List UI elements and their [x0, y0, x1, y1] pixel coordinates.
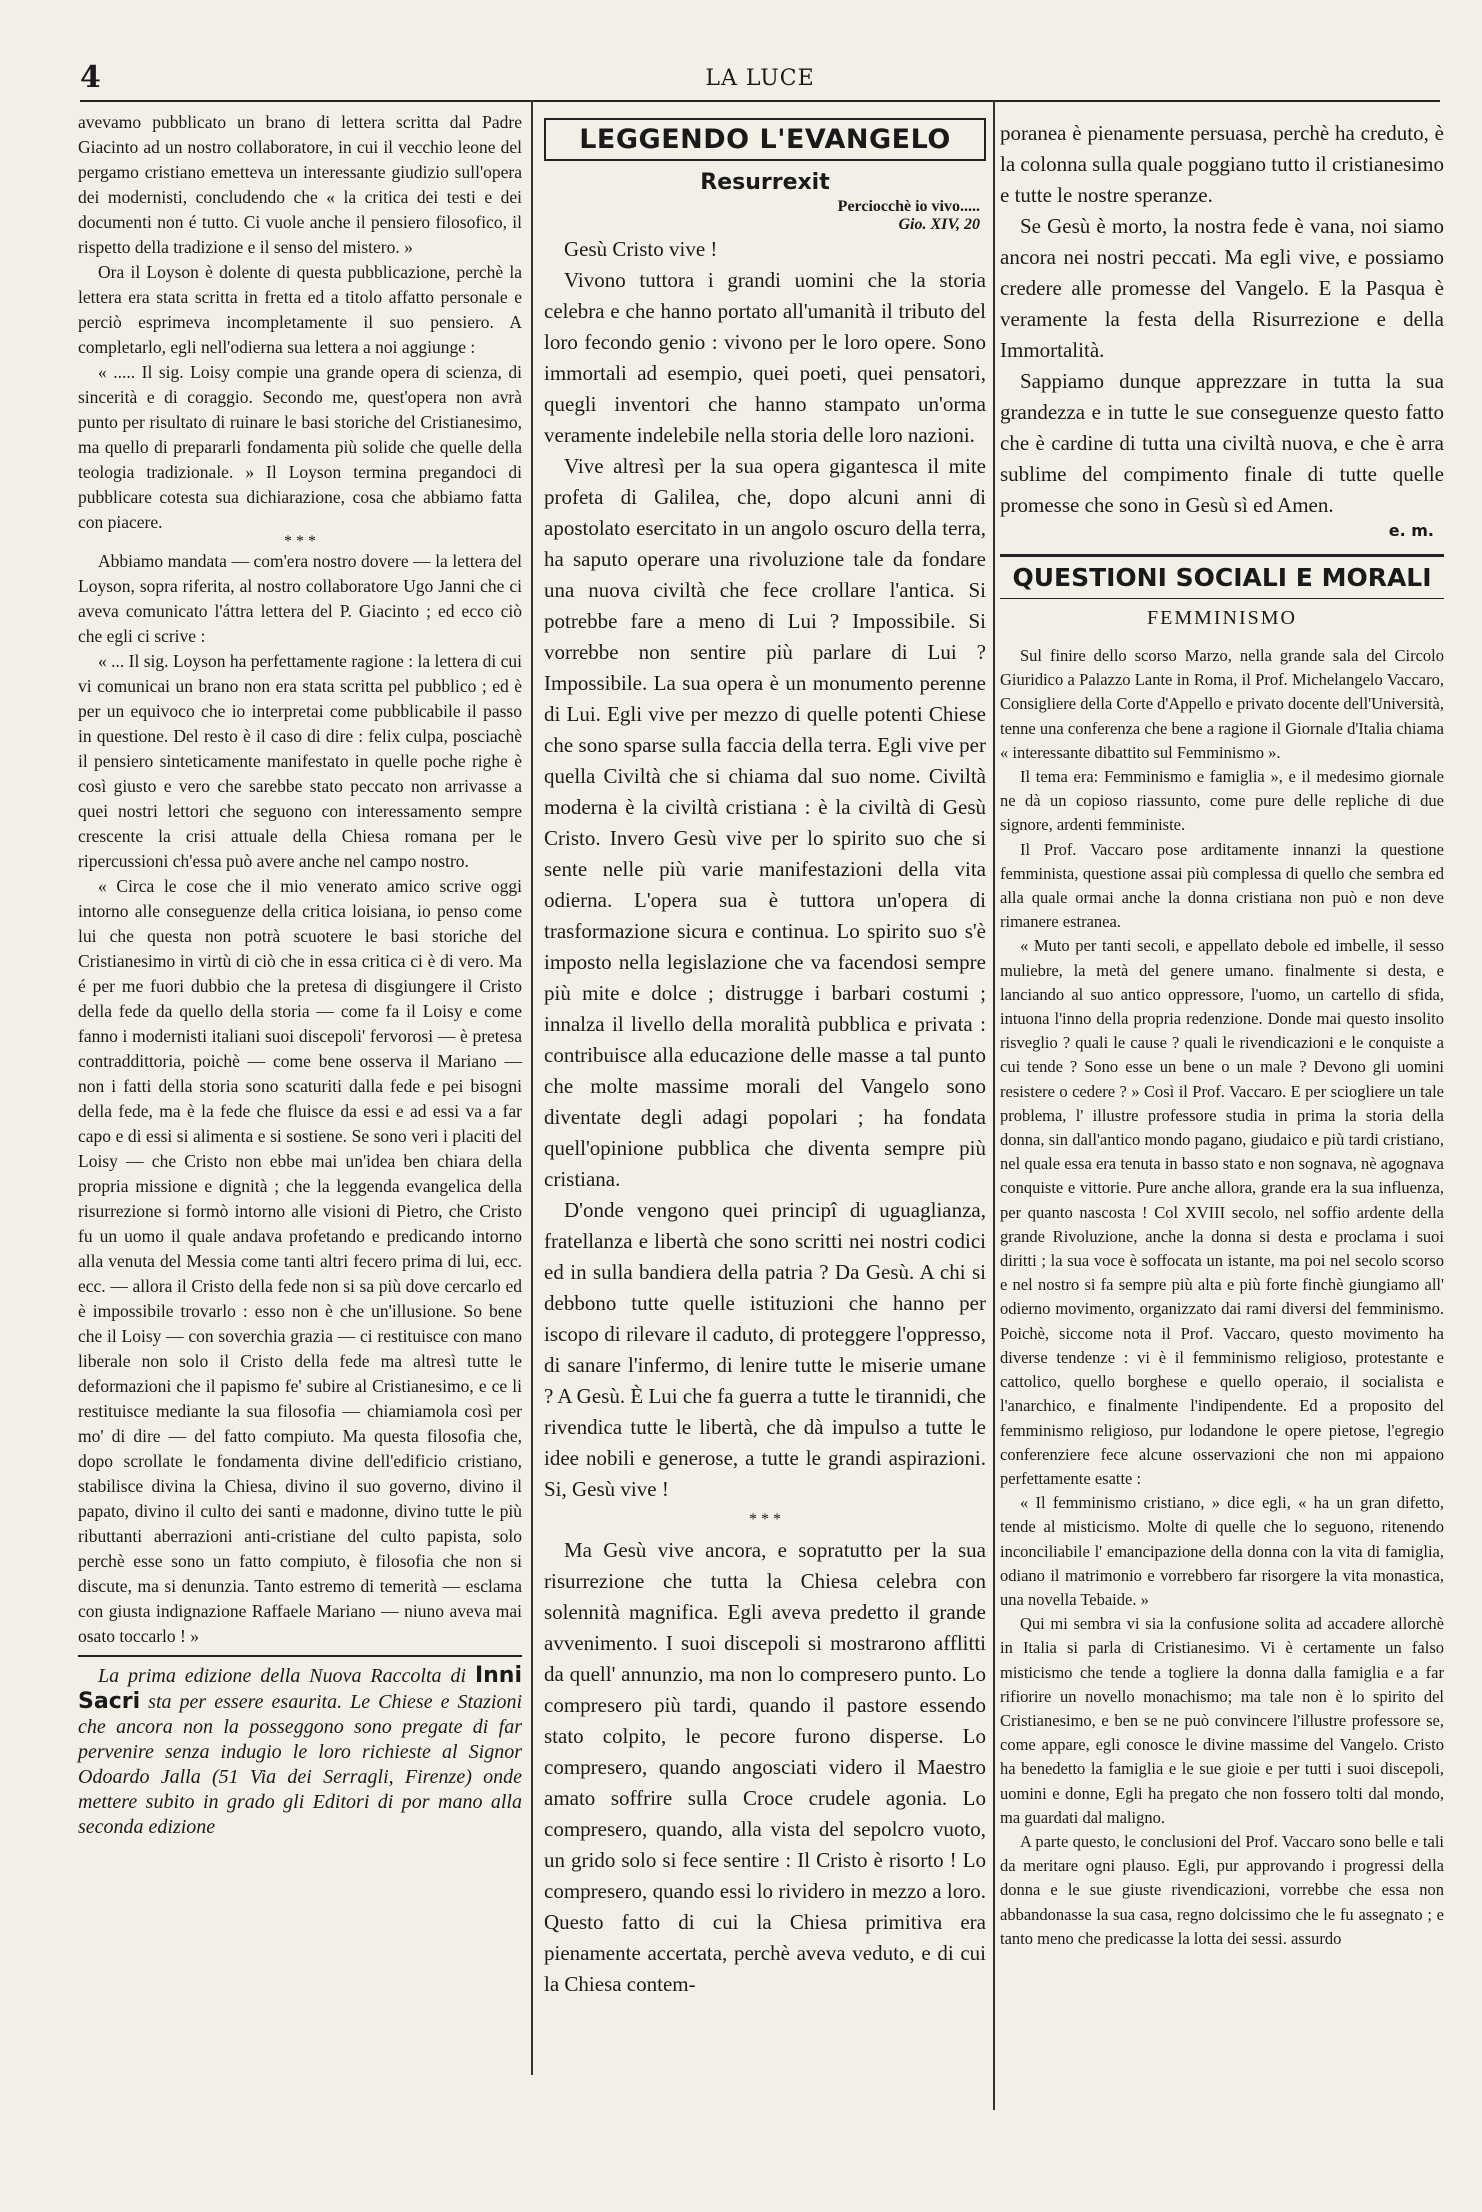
c3-paragraph: Se Gesù è morto, la nostra fede è vana, noi siamo ancora nei nostri peccati. Ma egli vive, e possiamo credere alle promesse del Vangelo. E la Pasqua è veramente la festa della Risurrezione e della Immortalità.: [1000, 214, 1444, 362]
article-title: FEMMINISMO: [1146, 607, 1298, 629]
c3-paragraph: A parte questo, le conclusioni del Prof. Vaccaro sono belle e tali da meritare ogni plauso. Egli, pur approvando i progressi della donna e le sue giuste rivendicazioni, vorrebbe che essa non abbandonasse la sua casa, regno dolcissimo che le fu assegnato ; e tanto meno che predicasse la lotta dei sessi. assurdo: [1000, 1831, 1444, 1948]
c2-paragraph: Vivono tuttora i grandi uomini che la storia celebra e che hanno portato all'umanità il tributo del loro fecondo genio : vivono per le loro opere. Sono immortali ad esempio, quei poeti, quei pensatori, quegli inventori che hanno stampato un'orma veramente indelebile nella storia delle loro nazioni.: [544, 268, 986, 447]
column-divider-1: [531, 100, 533, 2075]
section-heading: QUESTIONI SOCIALI E MORALI: [1000, 554, 1444, 599]
notice-box: [78, 1655, 522, 1840]
epigraph: [544, 198, 986, 234]
header-rule: [80, 100, 1440, 102]
page-header: [80, 60, 1440, 100]
section-heading: LEGGENDO L'EVANGELO: [544, 118, 986, 161]
c3-paragraph: Qui mi sembra vi sia la confusione solita ad accadere allorchè in Italia si parla di Cristianesimo. Vi è certamente un falso misticismo che tende a togliere la donna dalla famiglia e a far rifiorire un novello monachismo; ma tale non è lo spirito del Cristianesimo, e ben se ne può convincere l'illustre professore se, come appare, egli conosce le divine massime del Vangelo. Cristo ha benedetto la famiglia e le sue gioie e per tutti i suoi discepoli, uomini e donne, Egli ha pregato che non fossero tolti dal mondo, ma guardati dal maligno.: [1000, 1614, 1444, 1827]
article-continuation: [1000, 118, 1444, 521]
column-divider-2: [993, 100, 995, 2110]
c2-paragraph: Gesù Cristo vive !: [564, 237, 718, 261]
c3-paragraph: Sappiamo dunque apprezzare in tutta la sua grandezza e in tutte le sue conseguenze questo fatto che è cardine di tutta una civiltà nuova, e che è arra sublime del compimento finale di tutte quelle promesse che sono in Gesù sì ed Amen.: [1000, 369, 1444, 517]
notice-text-2: sta per essere esaurita. Le Chiese e Stazioni che ancora non la posseggono sono pregate di far pervenire senza indugio le loro richieste al Signor Odoardo Jalla (51 Via dei Serragli, Firenze) onde mettere subito in grado gli Editori di por mano alla seconda edizione: [78, 1691, 523, 1838]
author-signature: e. m.: [1388, 521, 1434, 540]
column-3: [1000, 118, 1444, 1951]
c1-paragraph: « ..... Il sig. Loisy compie una grande opera di scienza, di sincerità e di coraggio. Secondo me, quest'opera non avrà punto per risultato di ruinare le basi storiche del Cristianesimo, ma quello di prepararli fondamenta più solide che quelle della teologia tradizionale. » Il Loyson termina pregandoci di pubblicare cotesta sua dichiarazione, cosa che abbiamo fatta con piacere.: [78, 362, 522, 532]
newspaper-title: LA LUCE: [705, 66, 815, 91]
page-number: 4: [80, 60, 101, 95]
c3-paragraph: poranea è pienamente persuasa, perchè ha creduto, è la colonna sulla quale poggiano tutto il cristianesimo e tutte le nostre speranze.: [1000, 121, 1444, 207]
notice-text: La prima edizione della Nuova Raccolta di: [98, 1665, 467, 1687]
c1-paragraph: « Circa le cose che il mio venerato amico scrive oggi intorno alle conseguenze della critica loisiana, io penso come lui che questa non potrà scuotere le basi storiche del Cristianesimo in virtù di ciò che in essa critica ci è di vero. Ma é per me fuori dubbio che la pretesa di disgiungere il Cristo della fede da quello della storia — come fa il Loisy e come fanno i modernisti italiani suoi discepoli' fervorosi — è pretesa contraddittoria, poichè — come bene osserva il Mariano — non i fatti della storia sono scaturiti dalla fede e pei bisogni della fede, ma è la fede che fluisce da essi e ad essi va a far capo e di essi si alimenta e si sostiene. Se sono veri i placiti del Loisy — che Cristo non ebbe mai un'idea ben chiara della propria missione e dignità ; che la leggenda evangelica della risurrezione si formò intorno alle visioni di Pietro, che Cristo fu un uomo il quale andava profetando e predicando intorno alla venuta del Messia come tanti altri fecero prima di lui, ecc. ecc. — allora il Cristo della fede non si sa più dove cercarlo ed è impossibile trovarlo : esso non è che un'illusione. So bene che il Loisy — con soverchia grazia — ci restituisce con mano liberale non solo il Cristo della fede ma altresì tutte le deformazioni che il papismo fe' subire al Cristianesimo, e ce li restituisce mediante la sua filosofia — chiamiamola così per mo' di dire — del fatto compiuto. Ma questa filosofia che, dopo scrollate le fondamenta divine dell'edificio cristiano, stabilisce divina la Chiesa, divino il suo governo, divino il papato, divino il culto dei santi e madonne, divino tutte le più ributtanti aberrazioni anti-cristiane del culto papista, solo perchè esse sono un fatto compiuto, è filosofia che non si discute, ma si denunzia. Tanto estremo di temerità — esclama con giusta indignazione Raffaele Mariano — niuno aveva mai osato toccarlo ! »: [78, 876, 522, 1646]
section-separator: * * *: [749, 1511, 781, 1528]
column-2: [544, 118, 986, 2000]
c2-paragraph: D'onde vengono quei principî di uguaglianza, fratellanza e libertà che sono scritti nei nostri codici ed in sulla bandiera della patria ? Da Gesù. A chi si debbono tutte quelle istituzioni che hanno per iscopo di rilevare il caduto, di proteggere l'oppresso, di sanare l'infermo, di lenire tutte le miserie umane ? A Gesù. È Lui che fa guerra a tutte le tirannidi, che rivendica tutte le libertà, che dà impulso a tutte le idee nobili e generose, a tutte le grandi aspirazioni. Si, Gesù vive !: [544, 1198, 986, 1501]
epigraph-reference: Gio. XIV, 20: [898, 216, 980, 233]
c1-paragraph: Abbiamo mandata — com'era nostro dovere — la lettera del Loyson, sopra riferita, al nostro collaboratore Ugo Janni che ci aveva comunicato l'áttra lettera del P. Giacinto ; ed ecco ciò che egli ci scrive :: [78, 551, 522, 646]
c3-paragraph: « Il femminismo cristiano, » dice egli, « ha un gran difetto, tende al misticismo. Molte di quelle che lo seguono, ritenendo inconciliabile l' emancipazione della donna con la vita di famiglia, odiano il matrimonio e vorrebbero far risorgere la vita monastica, una novella Tebaide. »: [1000, 1493, 1444, 1609]
c2-paragraph: Ma Gesù vive ancora, e sopratutto per la sua risurrezione che tutta la Chiesa celebra con solennità magnifica. Egli aveva predetto il grande avvenimento. I suoi discepoli si mostrarono afflitti da quell' annunzio, ma non lo compresero punto. Lo compresero più tardi, quando il pastore essendo stato colpito, le pecore furono disperse. Lo compresero, quando angosciati videro il Maestro amato soffrire sulla Croce crudele agonia. Lo compresero, quando, alla vista del sepolcro vuoto, un grido solo si fece sentire : Il Cristo è risorto ! Lo compresero, quando essi lo rividero in mezzo a loro. Questo fatto di cui la Chiesa primitiva era pienamente accertata, perchè aveva veduto, e di cui la Chiesa contem-: [544, 1538, 986, 1996]
section-separator: * * *: [284, 533, 316, 550]
article-body: [1000, 644, 1444, 1951]
article-title: Resurrexit: [700, 170, 830, 195]
epigraph-text: Perciocchè io vivo.....: [837, 198, 980, 215]
notice-highlight: Inni Sacri: [78, 1663, 523, 1714]
c3-paragraph: Sul finire dello scorso Marzo, nella grande sala del Circolo Giuridico a Palazzo Lante in Roma, il Prof. Michelangelo Vaccaro, Consigliere della Corte d'Appello e privato docente dell'Università, tenne una conferenza che bene a ragione il Giornale d'Italia chiama « interessante dibattito sul Femminismo ».: [1000, 646, 1444, 762]
c1-paragraph: avevamo pubblicato un brano di lettera scritta dal Padre Giacinto ad un nostro collaboratore, in cui il vecchio leone del pergamo cristiano emetteva un interessante giudizio sull'opera dei modernisti, concludendo che « la critica dei testi e dei documenti non é tutto. Ci vuole anche il pensiero filosofico, il rispetto della tradizione e il senso del mistero. »: [78, 112, 522, 257]
column-1: [78, 110, 522, 1840]
c1-paragraph: Ora il Loyson è dolente di questa pubblicazione, perchè la lettera era stata scritta in fretta ed a titolo affatto personale e perciò esprimeva incompletamente il suo pensiero. A completarlo, egli nell'odierna sua lettera a noi aggiunge :: [78, 262, 522, 357]
c3-paragraph: « Muto per tanti secoli, e appellato debole ed imbelle, il sesso muliebre, la metà del genere umano. finalmente si desta, e lanciando al suo antico oppressore, l'uomo, un cartello di sfida, intuona l'inno della propria redenzione. Donde mai questo insolito risveglio ? quali le cause ? quali le rivendicazioni e le conquiste a cui tende ? Sono esse un bene o un male ? Devono gli uomini resistere o cedere ? » Così il Prof. Vaccaro. E per sciogliere un tale problema, l' illustre professore studia in prima la storia della donna, sin dall'antico mondo pagano, giudaico e più tardi cristiano, nel quale essa era tenuta in basso stato e non sognava, nè agognava conquiste e vittorie. Pure anche allora, grande era la sua influenza, per quanto nascosta ! Col XVIII secolo, nel soffio ardente della grande Rivoluzione, anche la donna si desta e proclama i suoi diritti ; la sua voce è soffocata un istante, ma poi nel secolo scorso e nel nostro si fa sempre più alta e più forte finchè giungiamo all' odierno movimento, organizzato dai rami diversi del femminismo. Poichè, siccome nota il Prof. Vaccaro, questo movimento ha diverse tendenze : vi è il femminismo religioso, protestante e cattolico, quello borghese e quello operaio, il socialista e l'anarchico, e finalmente l'indipendente. Ed a proposito del femminismo religioso, pur lodandone le opere pietose, l'egregio conferenziere fece alcune osservazioni che non mi appaiono perfettamente esatte :: [1000, 936, 1444, 1488]
c3-paragraph: Il Prof. Vaccaro pose arditamente innanzi la questione femminista, questione assai più complessa di quello che sembra ed alla quale ormai anche la donna cristiana non può e non deve rimanere estranea.: [1000, 839, 1444, 932]
c3-paragraph: Il tema era: Femminismo e famiglia », e il medesimo giornale ne dà un copioso riassunto, come pure delle repliche di due signore, ardenti femministe.: [1000, 767, 1444, 835]
c2-paragraph: Vive altresì per la sua opera gigantesca il mite profeta di Galilea, che, dopo alcuni anni di apostolato esercitato in un angolo oscuro della terra, ha saputo operare una rivoluzione tale da fondare una nuova civiltà che fece crollare l'antica. Si potrebbe fare a meno di Lui ? Impossibile. Si vorrebbe non sentire più parlare di Lui ? Impossibile. La sua opera è un monumento perenne di Lui. Egli vive per mezzo di quelle potenti Chiese che sono sparse sulla faccia della terra. Egli vive per quella Civiltà che si chiama dal suo nome. Civiltà moderna è la civiltà cristiana : è la civiltà di Gesù Cristo. Invero Gesù vive per lo spirito suo che si sente nelle più varie manifestazioni della vita odierna. L'opera sua è tuttora un'opera di trasformazione sicura e continua. Lo spirito suo s'è imposto nella legislazione che va facendosi sempre più mite e dolce ; distrugge i barbari costumi ; innalza il livello della moralità pubblica e privata : contribuisce alla educazione delle masse a tal punto che molte massime morali del Vangelo sono diventate degli adagi popolari ; ha fondata quell'opinione pubblica che diventa sempre più cristiana.: [544, 454, 986, 1191]
c1-paragraph: « ... Il sig. Loyson ha perfettamente ragione : la lettera di cui vi comunicai un brano non era stata scritta pel pubblico ; ed è per un equivoco che io interpretai come pubblicabile il passo in questione. Del resto è il caso di dire : felix culpa, posciachè il pensiero sinteticamente manifestato in quelle poche righe è così giusto e vero che sarebbe stato peccato non arrivasse a quei nostri lettori che seguono con interessamento sempre crescente la crisi attuale della Chiesa romana per le ripercussioni ch'essa può avere anche nel campo nostro.: [78, 651, 522, 871]
